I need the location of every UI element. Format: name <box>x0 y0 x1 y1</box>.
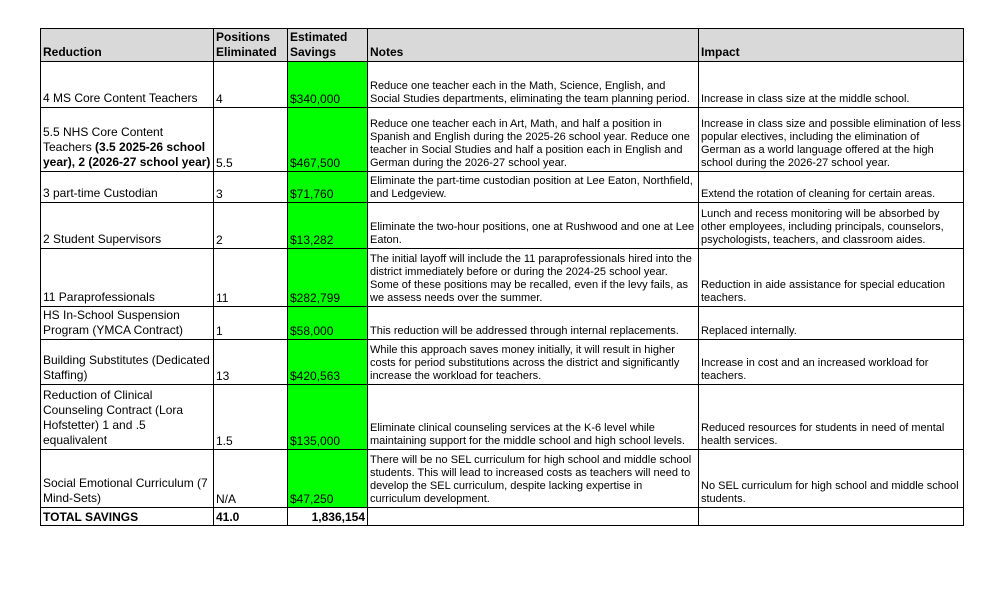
positions-cell: 3 <box>214 172 288 203</box>
impact-cell: Replaced internally. <box>699 307 964 340</box>
impact-cell: Reduced resources for students in need of mental health services. <box>699 385 964 450</box>
total-impact-empty <box>699 508 964 526</box>
table-row <box>41 203 964 249</box>
notes-cell: Reduce one teacher each in the Math, Science, English, and Social Studies departments, eliminating the team planning period. <box>368 62 699 108</box>
reduction-text: 5.5 NHS Core Content Teachers <box>43 125 164 154</box>
savings-cell: $340,000 <box>288 62 368 108</box>
reduction-schedule-text: (3.5 2025-26 school year), 2 (2026-27 school year) <box>43 140 211 169</box>
impact-cell: No SEL curriculum for high school and middle school students. <box>699 450 964 508</box>
impact-cell: Increase in class size and possible elimination of less popular electives, including the elimination of German as a world language offered at the high school during the 2026-27 school year. <box>699 108 964 172</box>
savings-cell: $135,000 <box>288 385 368 450</box>
reduction-cell: 4 MS Core Content Teachers <box>41 62 214 108</box>
positions-cell: N/A <box>214 450 288 508</box>
impact-cell: Increase in cost and an increased workload for teachers. <box>699 340 964 385</box>
savings-cell: $71,760 <box>288 172 368 203</box>
impact-cell: Increase in class size at the middle school. <box>699 62 964 108</box>
header-reduction: Reduction <box>41 29 214 62</box>
positions-cell: 11 <box>214 249 288 307</box>
reduction-cell: Building Substitutes (Dedicated Staffing) <box>41 340 214 385</box>
total-positions: 41.0 <box>214 508 288 526</box>
reduction-cell: HS In-School Suspension Program (YMCA Contract) <box>41 307 214 340</box>
reduction-cell: Social Emotional Curriculum (7 Mind-Sets) <box>41 450 214 508</box>
savings-cell: $420,563 <box>288 340 368 385</box>
notes-cell: There will be no SEL curriculum for high school and middle school students. This will lead to increased costs as teachers will need to develop the SEL curriculum, despite lacking expertise in curriculum development. <box>368 450 699 508</box>
notes-cell: This reduction will be addressed through internal replacements. <box>368 307 699 340</box>
notes-cell: While this approach saves money initially, it will result in higher costs for period substitutions across the district and significantly increase the workload for teachers. <box>368 340 699 385</box>
positions-cell: 2 <box>214 203 288 249</box>
savings-cell: $47,250 <box>288 450 368 508</box>
positions-cell: 4 <box>214 62 288 108</box>
reduction-cell: 3 part-time Custodian <box>41 172 214 203</box>
reduction-cell: 11 Paraprofessionals <box>41 249 214 307</box>
table-row <box>41 307 964 340</box>
table-row <box>41 108 964 172</box>
header-impact: Impact <box>699 29 964 62</box>
budget-reduction-table <box>40 28 964 526</box>
total-savings: 1,836,154 <box>288 508 368 526</box>
positions-cell: 1.5 <box>214 385 288 450</box>
header-savings-line2: Savings <box>290 45 337 59</box>
table-row <box>41 62 964 108</box>
table-row <box>41 249 964 307</box>
notes-cell: The initial layoff will include the 11 paraprofessionals hired into the district immediately before or during the 2024-25 school year. Some of these positions may be recalled, even if the levy fails, as we assess needs over the summer. <box>368 249 699 307</box>
header-notes: Notes <box>368 29 699 62</box>
total-row <box>41 508 964 526</box>
positions-cell: 1 <box>214 307 288 340</box>
header-positions-line1: Positions <box>216 30 271 44</box>
total-notes-empty <box>368 508 699 526</box>
total-label: TOTAL SAVINGS <box>41 508 214 526</box>
table-row <box>41 450 964 508</box>
table-row <box>41 172 964 203</box>
notes-cell: Reduce one teacher each in Art, Math, and half a position in Spanish and English during the 2025-26 school year. Reduce one teacher in Social Studies and half a position each in English and German during the 2026-27 school year. <box>368 108 699 172</box>
impact-cell: Extend the rotation of cleaning for certain areas. <box>699 172 964 203</box>
positions-cell: 13 <box>214 340 288 385</box>
table-header-row <box>41 29 964 62</box>
impact-cell: Reduction in aide assistance for special education teachers. <box>699 249 964 307</box>
positions-cell: 5.5 <box>214 108 288 172</box>
header-positions-line2: Eliminated <box>216 45 277 59</box>
savings-cell: $58,000 <box>288 307 368 340</box>
table-row <box>41 385 964 450</box>
savings-cell: $282,799 <box>288 249 368 307</box>
savings-cell: $13,282 <box>288 203 368 249</box>
reduction-cell <box>41 108 214 172</box>
header-positions-eliminated <box>214 29 288 62</box>
notes-cell: Eliminate the two-hour positions, one at Rushwood and one at Lee Eaton. <box>368 203 699 249</box>
header-estimated-savings <box>288 29 368 62</box>
table-row <box>41 340 964 385</box>
savings-cell: $467,500 <box>288 108 368 172</box>
reduction-cell: Reduction of Clinical Counseling Contract (Lora Hofstetter) 1 and .5 equalivalent <box>41 385 214 450</box>
reduction-cell: 2 Student Supervisors <box>41 203 214 249</box>
header-savings-line1: Estimated <box>290 30 348 44</box>
impact-cell: Lunch and recess monitoring will be absorbed by other employees, including principals, counselors, psychologists, teachers, and classroom aides. <box>699 203 964 249</box>
notes-cell: Eliminate clinical counseling services at the K-6 level while maintaining support for the middle school and high school levels. <box>368 385 699 450</box>
notes-cell: Eliminate the part-time custodian position at Lee Eaton, Northfield, and Ledgeview. <box>368 172 699 203</box>
